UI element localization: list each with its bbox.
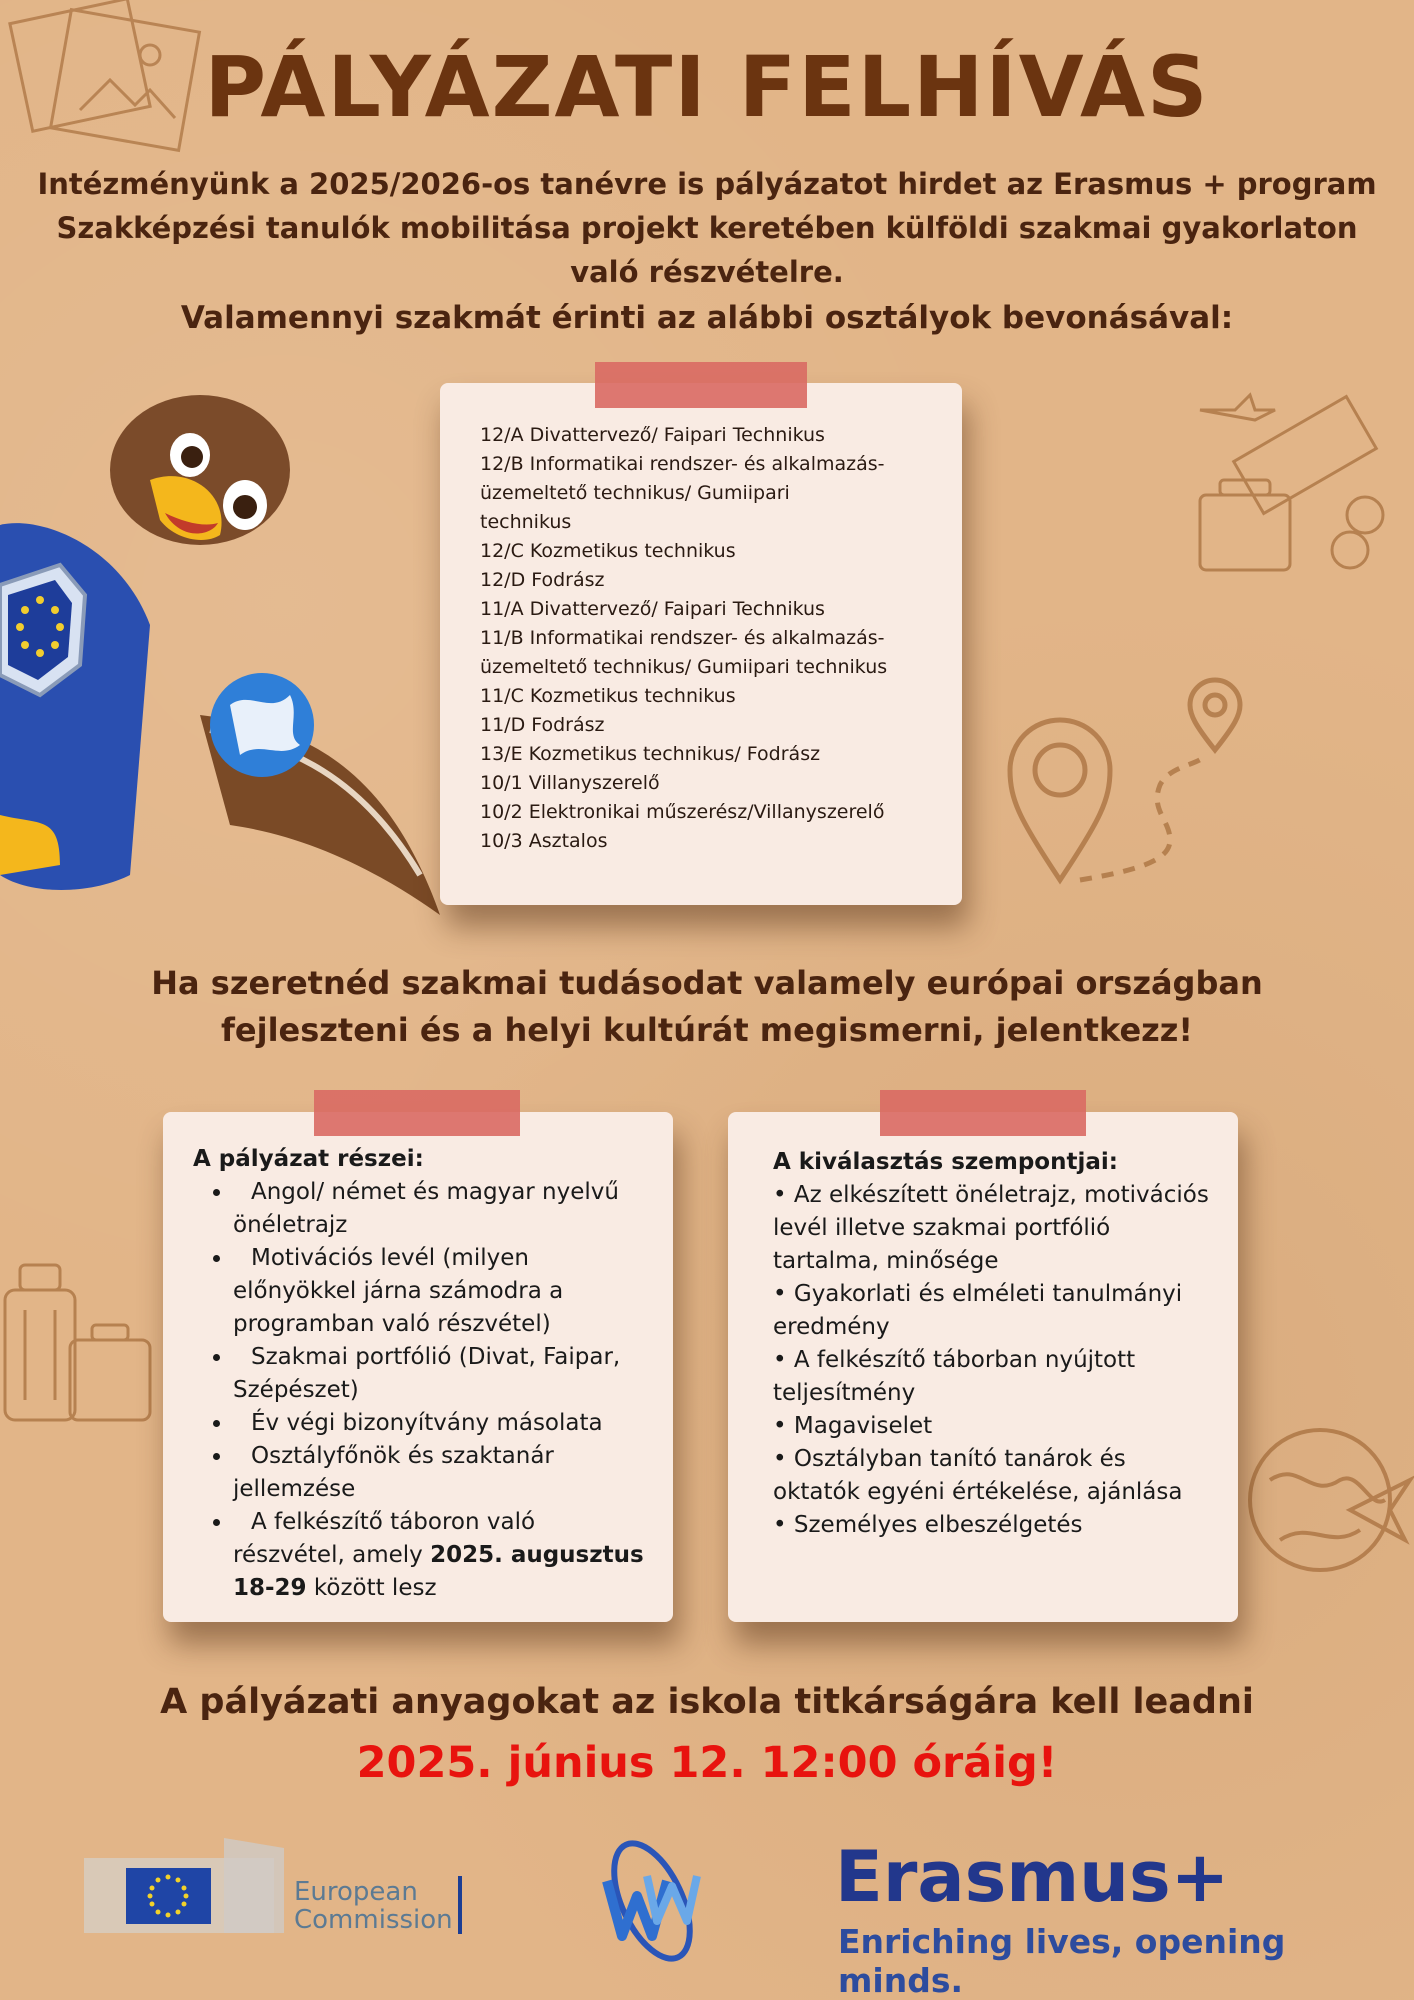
logo-divider [458,1876,462,1934]
tape-decoration [880,1090,1086,1136]
list-item: üzemeltető technikus/ Gumiipari technikus [480,656,888,678]
parts-list [193,1176,653,1605]
list-item: üzemeltető technikus/ Gumiipari [480,482,790,504]
list-item: 11/A Divattervező/ Faipari Technikus [480,598,825,620]
list-item: 12/D Fodrász [480,569,605,591]
list-item: • Az elkészített önéletrajz, motivációs levél illetve szakmai portfólió tartalma, minősége [773,1182,1209,1274]
list-item: • Magaviselet [773,1413,933,1439]
european-commission-text: European Commission [294,1877,453,1935]
submission-instruction: A pályázati anyagokat az iskola titkárságára kell leadni [160,1682,1254,1722]
list-item: • Személyes elbeszélgetés [773,1512,1083,1538]
eagle-mascot-image [0,395,450,915]
list-item: 11/C Kozmetikus technikus [480,685,736,707]
list-item: • Motivációs levél (milyen előnyökkel járna számodra a programban való részvétel) [233,1242,653,1341]
location-pin-icon [1000,670,1260,900]
tape-decoration [595,362,807,408]
application-parts-card [163,1112,673,1622]
selection-criteria-card [728,1112,1238,1622]
intro-paragraph: Intézményünk a 2025/2026-os tanévre is pályázatot hirdet az Erasmus + program Szakképzési tanulók mobilitása projekt keretében külföldi szakmai gyakorlaton való részvételre. [37,167,1377,289]
camp-dates: 2025. augusztus 18-29 [233,1542,644,1601]
erasmus-logo-text: Erasmus+ [835,1836,1230,1918]
list-item: • Gyakorlati és elméleti tanulmányi eredmény [773,1281,1183,1340]
list-item: 12/C Kozmetikus technikus [480,540,736,562]
globe-plane-icon [1240,1420,1414,1580]
criteria-heading: A kiválasztás szempontjai: [773,1149,1118,1175]
classes-subheading: Valamennyi szakmát érinti az alábbi osztályok bevonásával: [180,300,1234,336]
list-item: • Osztályfőnök és szaktanár jellemzése [233,1440,653,1506]
erasmus-tagline: Enriching lives, opening minds. [838,1922,1286,2000]
list-item: • A felkészítő táboron való részvétel, amely 2025. augusztus 18-29 között lesz [233,1506,653,1605]
list-item: 10/3 Asztalos [480,830,608,852]
list-item: technikus [480,511,572,533]
tape-decoration [314,1090,520,1136]
list-item: • Angol/ német és magyar nyelvű önéletrajz [233,1176,653,1242]
list-item: • A felkészítő táborban nyújtott teljesítmény [773,1347,1136,1406]
suitcase-icon [0,1250,160,1430]
list-item: 11/B Informatikai rendszer- és alkalmazás- [480,627,885,649]
list-item: 10/1 Villanyszerelő [480,772,660,794]
list-item: 13/E Kozmetikus technikus/ Fodrász [480,743,821,765]
list-item: • Szakmai portfólió (Divat, Faipar, Szépészet) [233,1341,653,1407]
list-item: • Év végi bizonyítvány másolata [233,1407,653,1440]
deadline-date: 2025. június 12. 12:00 óráig! [356,1738,1058,1788]
list-item: 10/2 Elektronikai műszerész/Villanyszerelő [480,801,885,823]
list-item: • Osztályban tanító tanárok és oktatók egyéni értékelése, ajánlása [773,1446,1183,1505]
call-to-action [0,960,1414,1054]
parts-heading: A pályázat részei: [193,1146,424,1172]
page-title: PÁLYÁZATI FELHÍVÁS [204,38,1210,136]
class-list [440,383,962,856]
class-list-card [440,383,962,905]
list-item: 12/A Divattervező/ Faipari Technikus [480,424,825,446]
list-item: 12/B Informatikai rendszer- és alkalmazás- [480,453,885,475]
list-item: 11/D Fodrász [480,714,605,736]
school-wm-logo [592,1836,712,1966]
travel-luggage-icon [1190,385,1400,585]
cta-line-2: fejleszteni és a helyi kultúrát megismerni, jelentkezz! [220,1011,1194,1049]
cta-line-1: Ha szeretnéd szakmai tudásodat valamely európai országban [151,964,1263,1002]
